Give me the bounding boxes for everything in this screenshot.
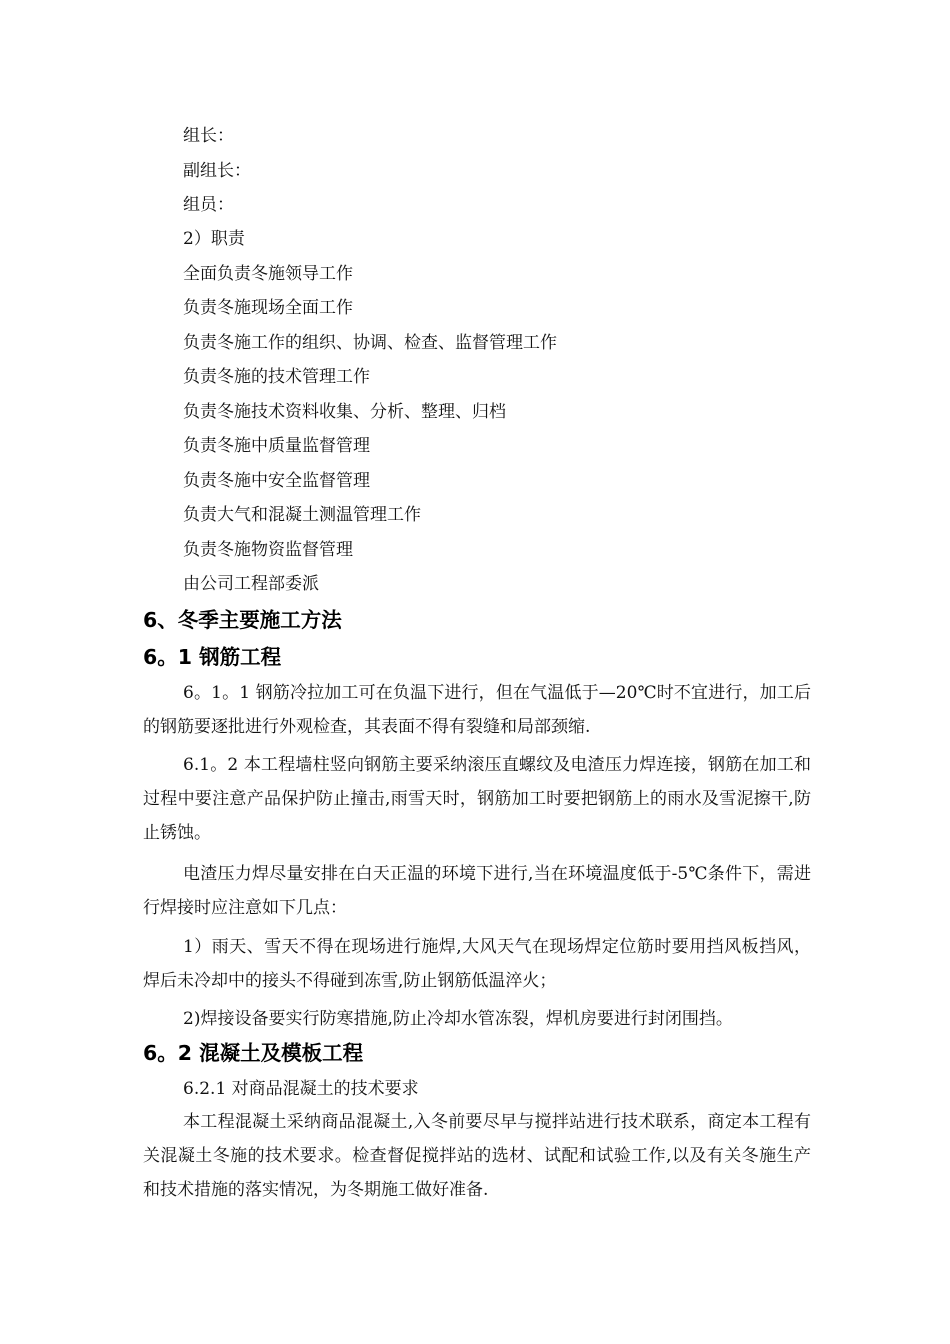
- list-line-deputy-leader: 副组长：: [183, 161, 251, 181]
- paragraph-6-2-1: 本工程混凝土采纳商品混凝土,入冬前要尽早与搅拌站进行技术联系，商定本工程有关混凝土冬施的技术要求。检查督促搅拌站的选材、试配和试验工作,以及有关冬施生产和技术措施的落实情况，为冬期施工做好准备.: [143, 1112, 811, 1200]
- section-6-2-heading: 6。2 混凝土及模板工程: [143, 1041, 364, 1065]
- paragraph-welding-point-2: 2)焊接设备要实行防寒措施,防止冷却水管冻裂，焊机房要进行封闭围挡。: [183, 1009, 733, 1029]
- list-line: 负责冬施中质量监督管理: [183, 436, 370, 456]
- paragraph-6-1-1: 6。1。1 钢筋冷拉加工可在负温下进行，但在气温低于—20℃时不宜进行，加工后的钢筋要逐批进行外观检查，其表面不得有裂缝和局部颈缩.: [143, 683, 811, 737]
- paragraph-welding-point-1: 1）雨天、雪天不得在现场进行施焊,大风天气在现场焊定位筋时要用挡风板挡风，焊后未冷却中的接头不得碰到冻雪,防止钢筋低温淬火；: [143, 937, 811, 991]
- list-line: 负责冬施物资监督管理: [183, 540, 353, 560]
- list-line: 负责冬施中安全监督管理: [183, 471, 370, 491]
- list-line-members: 组员：: [183, 195, 234, 215]
- list-line: 负责冬施工作的组织、协调、检查、监督管理工作: [183, 333, 557, 353]
- paragraph-welding-conditions: 电渣压力焊尽量安排在白天正温的环境下进行,当在环境温度低于-5℃条件下，需进行焊接时应注意如下几点：: [143, 864, 811, 918]
- section-6-heading: 6、冬季主要施工方法: [143, 608, 342, 632]
- subsection-6-2-1-title: 6.2.1 对商品混凝土的技术要求: [183, 1079, 419, 1099]
- paragraph-6-1-2: 6.1。2 本工程墙柱竖向钢筋主要采纳滚压直螺纹及电渣压力焊连接，钢筋在加工和过程中要注意产品保护防止撞击,雨雪天时，钢筋加工时要把钢筋上的雨水及雪泥擦干,防止锈蚀。: [143, 755, 811, 843]
- list-line: 负责冬施技术资料收集、分析、整理、归档: [183, 402, 506, 422]
- list-line-group-leader: 组长：: [183, 126, 234, 146]
- list-line: 全面负责冬施领导工作: [183, 264, 353, 284]
- list-line: 负责大气和混凝土测温管理工作: [183, 505, 421, 525]
- section-6-1-heading: 6。1 钢筋工程: [143, 645, 282, 669]
- list-line: 负责冬施的技术管理工作: [183, 367, 370, 387]
- list-line-duties: 2）职责: [183, 229, 245, 249]
- list-line: 负责冬施现场全面工作: [183, 298, 353, 318]
- list-line: 由公司工程部委派: [183, 574, 319, 594]
